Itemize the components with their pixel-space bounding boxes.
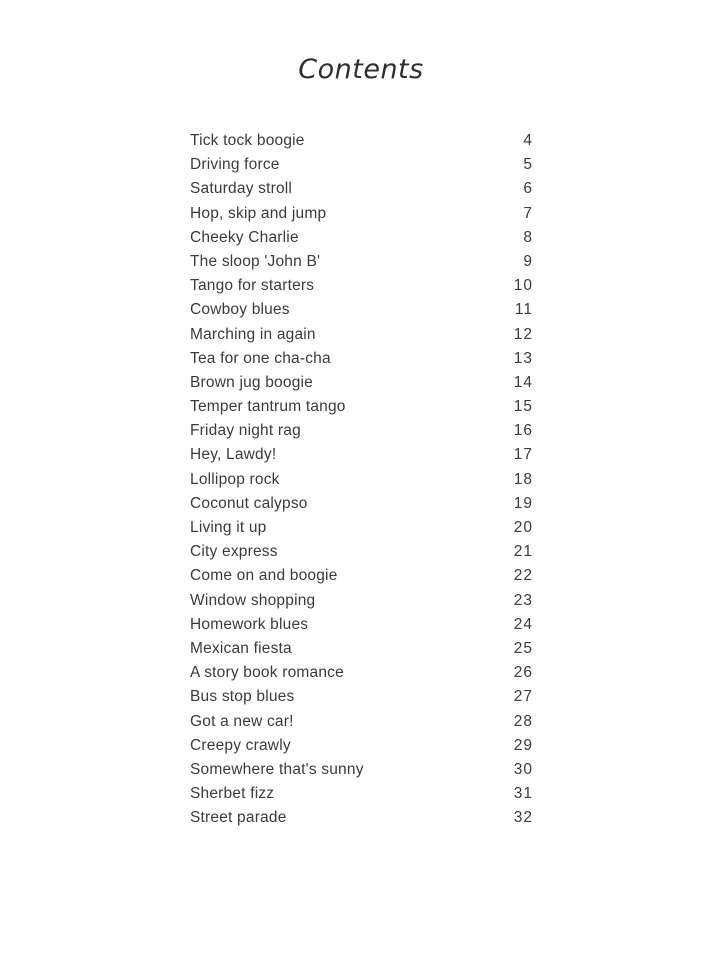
toc-entry-page: 26 [513, 664, 533, 682]
toc-entry [190, 685, 533, 709]
toc-entry [190, 202, 533, 226]
toc-entry-title: Homework blues [190, 615, 309, 633]
toc-entry [190, 516, 533, 540]
toc-entry-title: Tango for starters [190, 277, 315, 295]
table-of-contents [190, 129, 533, 830]
toc-entry-page: 28 [513, 712, 533, 730]
toc-entry-page: 19 [513, 494, 533, 512]
toc-entry-page: 11 [514, 301, 533, 319]
toc-entry-page: 7 [523, 204, 533, 222]
toc-entry [190, 540, 533, 564]
toc-entry-title: Driving force [190, 156, 280, 174]
toc-entry-title: Coconut calypso [190, 494, 308, 512]
toc-entry-page: 23 [513, 591, 533, 609]
toc-entry-page: 25 [513, 639, 533, 657]
toc-entry-title: Tea for one cha-cha [190, 349, 331, 367]
toc-entry-title: Come on and boogie [190, 567, 338, 585]
toc-entry [190, 443, 533, 467]
toc-entry-page: 31 [513, 785, 533, 803]
toc-entry [190, 637, 533, 661]
toc-entry-page: 6 [523, 180, 533, 198]
toc-entry [190, 806, 533, 830]
toc-entry-title: Bus stop blues [190, 688, 295, 706]
toc-entry-title: Mexican fiesta [190, 639, 292, 657]
toc-entry-page: 21 [513, 543, 533, 561]
toc-entry-page: 10 [513, 277, 533, 295]
toc-entry [190, 734, 533, 758]
toc-entry [190, 468, 533, 492]
toc-entry-title: City express [190, 543, 278, 561]
toc-entry-title: Marching in again [190, 325, 316, 343]
toc-entry [190, 564, 533, 588]
toc-entry [190, 250, 533, 274]
toc-entry [190, 371, 533, 395]
toc-entry-page: 22 [513, 567, 533, 585]
toc-entry-page: 14 [513, 373, 533, 391]
toc-entry [190, 710, 533, 734]
toc-entry-page: 27 [513, 688, 533, 706]
toc-entry-title: Hop, skip and jump [190, 204, 327, 222]
toc-entry-title: Sherbet fizz [190, 785, 275, 803]
toc-entry [190, 226, 533, 250]
toc-entry-page: 20 [513, 519, 533, 536]
toc-entry-page: 9 [523, 252, 533, 270]
toc-entry [190, 661, 533, 685]
toc-entry-title: Creepy crawly [190, 736, 291, 754]
toc-entry [190, 323, 533, 347]
toc-entry [190, 274, 533, 298]
toc-entry-page: 15 [513, 398, 533, 416]
toc-entry-page: 24 [513, 615, 533, 633]
toc-entry [190, 492, 533, 516]
toc-entry-page: 18 [513, 470, 533, 488]
toc-entry-title: Saturday stroll [190, 180, 293, 198]
toc-entry-title: The sloop 'John B' [190, 252, 321, 270]
toc-entry-page: 5 [523, 156, 533, 174]
toc-entry [190, 419, 533, 443]
toc-entry [190, 395, 533, 419]
toc-entry [190, 177, 533, 201]
toc-entry-page: 30 [513, 760, 533, 778]
toc-entry-title: Window shopping [190, 591, 316, 609]
toc-entry-title: Living it up [190, 519, 267, 536]
toc-entry-page: 13 [513, 349, 533, 367]
page-title: Contents [298, 54, 424, 85]
toc-entry-title: Cowboy blues [190, 301, 290, 319]
toc-entry-page: 32 [513, 809, 533, 827]
toc-entry [190, 613, 533, 637]
toc-entry [190, 589, 533, 613]
toc-entry-page: 29 [513, 736, 533, 754]
toc-entry-title: Somewhere that's sunny [190, 760, 364, 778]
toc-entry-title: Hey, Lawdy! [190, 446, 277, 464]
toc-entry-page: 16 [513, 422, 533, 440]
toc-entry-title: Brown jug boogie [190, 373, 313, 391]
toc-entry [190, 153, 533, 177]
toc-entry [190, 782, 533, 806]
toc-entry-page: 17 [513, 446, 533, 464]
toc-entry [190, 347, 533, 371]
toc-entry-page: 8 [523, 228, 533, 246]
toc-entry-title: Got a new car! [190, 712, 294, 730]
toc-entry-page: 12 [513, 325, 533, 343]
toc-entry [190, 298, 533, 322]
toc-entry-title: A story book romance [190, 664, 344, 682]
toc-entry [190, 758, 533, 782]
toc-entry-title: Temper tantrum tango [190, 398, 346, 416]
toc-entry-title: Cheeky Charlie [190, 228, 299, 246]
toc-entry-title: Friday night rag [190, 422, 301, 440]
toc-entry-page: 4 [523, 132, 533, 149]
toc-entry-title: Lollipop rock [190, 470, 280, 488]
toc-entry-title: Street parade [190, 809, 287, 827]
toc-entry [190, 129, 533, 153]
toc-entry-title: Tick tock boogie [190, 132, 305, 149]
